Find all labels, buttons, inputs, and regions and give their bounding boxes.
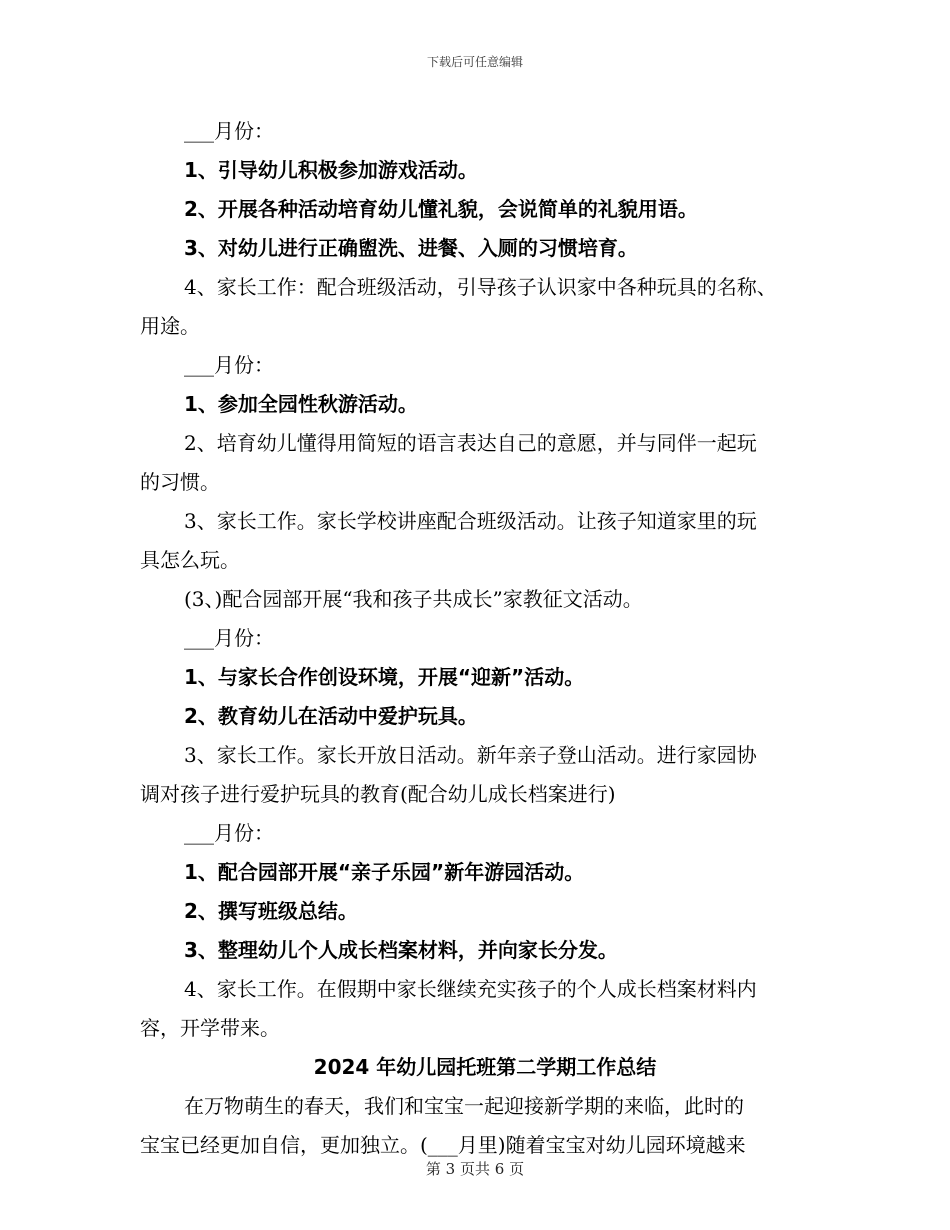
paragraph-line: 4、家长工作：配合班级活动，引导孩子认识家中各种玩具的名称、 (184, 275, 777, 299)
paragraph-line: ___月份： (184, 353, 274, 377)
paragraph-line: 1、引导幼儿积极参加游戏活动。 (184, 158, 478, 182)
page-header: 下载后可任意编辑 (426, 55, 523, 69)
paragraph-line: 3、对幼儿进行正确盥洗、进餐、入厕的习惯培育。 (184, 236, 638, 260)
paragraph-line: 2、培育幼儿懂得用简短的语言表达自己的意愿，并与同伴一起玩 (184, 431, 757, 455)
paragraph-line: 2、教育幼儿在活动中爱护玩具。 (184, 704, 478, 728)
paragraph-line: 用途。 (140, 314, 200, 338)
paragraph-line: 2、开展各种活动培育幼儿懂礼貌，会说简单的礼貌用语。 (184, 197, 698, 221)
paragraph-line: 2、撰写班级总结。 (184, 899, 358, 923)
paragraph-line: 1、参加全园性秋游活动。 (184, 392, 418, 416)
paragraph-line: 4、家长工作。在假期中家长继续充实孩子的个人成长档案材料内 (184, 977, 757, 1001)
paragraph-line: 1、配合园部开展“亲子乐园”新年游园活动。 (184, 860, 585, 884)
paragraph-line: (3、)配合园部开展“我和孩子共成长”家教征文活动。 (184, 587, 643, 611)
paragraph-line: 在万物萌生的春天，我们和宝宝一起迎接新学期的来临，此时的 (184, 1094, 744, 1118)
paragraph-line: 具怎么玩。 (140, 548, 240, 572)
section-title: 2024 年幼儿园托班第二学期工作总结 (313, 1055, 657, 1079)
paragraph-line: 3、整理幼儿个人成长档案材料，并向家长分发。 (184, 938, 618, 962)
document-body (140, 112, 830, 1165)
paragraph-line: 宝宝已经更加自信，更加独立。(___月里)随着宝宝对幼儿园环境越来 (140, 1133, 746, 1157)
paragraph-line: 3、家长工作。家长开放日活动。新年亲子登山活动。进行家园协 (184, 743, 757, 767)
paragraph-line: 3、家长工作。家长学校讲座配合班级活动。让孩子知道家里的玩 (184, 509, 757, 533)
paragraph-line: ___月份： (184, 626, 274, 650)
paragraph-line: 1、与家长合作创设环境，开展“迎新”活动。 (184, 665, 585, 689)
paragraph-line: ___月份： (184, 119, 274, 143)
paragraph-line: 调对孩子进行爱护玩具的教育(配合幼儿成长档案进行) (140, 782, 616, 806)
page-footer: 第 3 页共 6 页 (425, 1160, 525, 1178)
paragraph-line: 的习惯。 (140, 470, 220, 494)
paragraph-line: 容，开学带来。 (140, 1016, 280, 1040)
paragraph-line: ___月份： (184, 821, 274, 845)
